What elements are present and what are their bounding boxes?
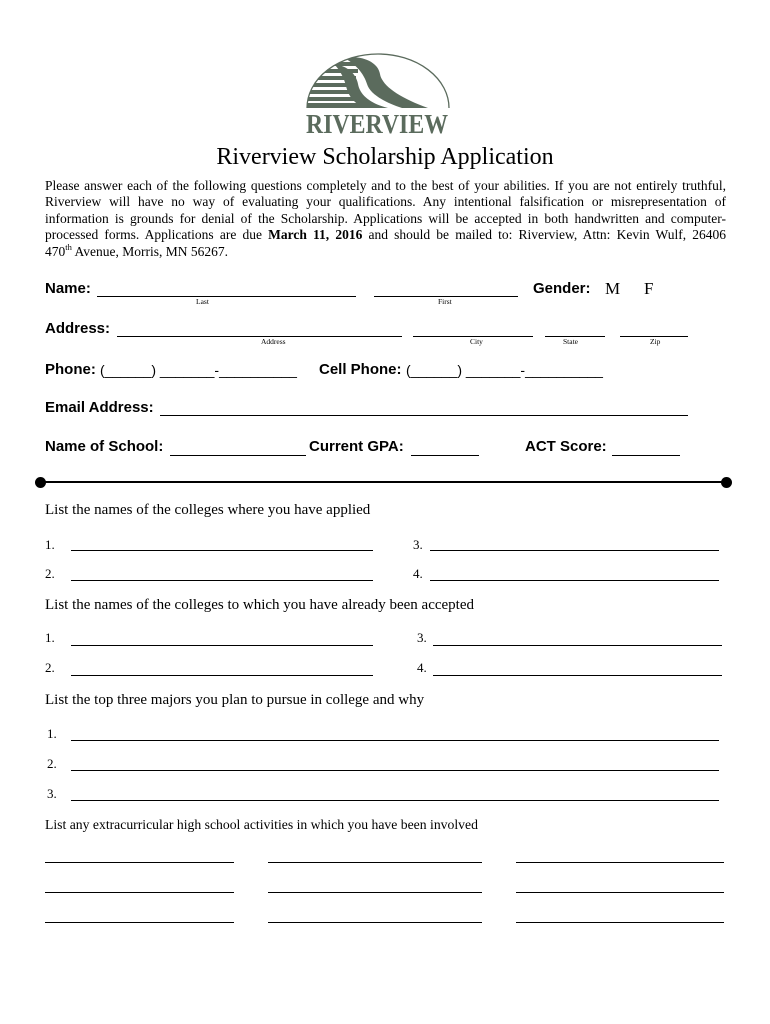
page-title: Riverview Scholarship Application [216, 144, 554, 170]
major-2-field[interactable] [71, 754, 719, 771]
accepted-college-4-field[interactable] [433, 659, 722, 676]
mailing-address-text: and should be mailed to: Riverview, Attn: Kevin Wulf, 26406 [362, 227, 726, 243]
last-name-caption: Last [196, 297, 209, 306]
colleges-applied-heading: List the names of the colleges where you have applied [45, 502, 371, 518]
name-label: Name: [45, 280, 91, 297]
accepted-college-2-field[interactable] [71, 659, 373, 676]
first-name-field[interactable] [374, 280, 518, 297]
email-label: Email Address: [45, 399, 154, 416]
list-number: 1. [45, 630, 55, 645]
applied-college-1-field[interactable] [71, 534, 373, 551]
section-divider [40, 481, 726, 483]
act-score-field[interactable] [612, 439, 680, 456]
activity-field[interactable] [516, 876, 724, 893]
email-field[interactable] [160, 399, 688, 416]
intro-line-5 [45, 241, 726, 260]
river-dome-icon [304, 57, 428, 108]
activity-field[interactable] [516, 906, 724, 923]
act-score-label: ACT Score: [525, 438, 607, 455]
riverview-logo [304, 52, 450, 139]
gender-label: Gender: [533, 280, 591, 297]
street-address-field[interactable] [117, 320, 402, 337]
divider-right-dot [721, 477, 732, 488]
intro-line-4 [45, 227, 726, 243]
activities-heading: List any extracurricular high school activities in which you have been involved [45, 817, 478, 832]
list-number: 3. [413, 537, 423, 552]
list-number: 4. [413, 566, 423, 581]
list-number: 3. [47, 786, 57, 801]
street-address-caption: Address [261, 337, 286, 346]
street-number: 470 [45, 243, 66, 259]
cell-phone-field[interactable]: (______) _______-__________ [406, 362, 603, 378]
list-number: 2. [45, 566, 55, 581]
activity-field[interactable] [45, 906, 234, 923]
deadline-date: March 11, 2016 [268, 227, 363, 243]
cell-phone-label: Cell Phone: [319, 361, 402, 378]
activity-field[interactable] [516, 846, 724, 863]
city-caption: City [470, 337, 483, 346]
major-1-field[interactable] [71, 724, 719, 741]
list-number: 2. [45, 660, 55, 675]
ordinal-suffix: th [65, 241, 72, 252]
logo-wordmark: RIVERVIEW [306, 109, 448, 139]
major-3-field[interactable] [71, 784, 719, 801]
list-number: 1. [45, 537, 55, 552]
first-name-caption: First [438, 297, 452, 306]
divider-left-dot [35, 477, 46, 488]
activity-field[interactable] [268, 906, 482, 923]
intro-line-2: Riverview will have no way of evaluating your qualifications. Any intentional falsification or misrepresentation of [45, 194, 726, 210]
applied-college-2-field[interactable] [71, 564, 373, 581]
city-field[interactable] [413, 320, 533, 337]
list-number: 3. [417, 630, 427, 645]
applied-college-4-field[interactable] [430, 564, 719, 581]
accepted-college-3-field[interactable] [433, 629, 722, 646]
intro-line-3: information is grounds for denial of the Scholarship. Applications will be accepted in both handwritten and computer- [45, 210, 726, 226]
intro-line-1: Please answer each of the following questions completely and to the best of your abilities. If you are not entirely truthful, [45, 178, 726, 193]
gpa-field[interactable] [411, 439, 479, 456]
zip-caption: Zip [650, 337, 661, 346]
phone-label: Phone: [45, 361, 96, 378]
gender-option-male[interactable]: M [605, 279, 621, 298]
colleges-accepted-heading: List the names of the colleges to which you have already been accepted [45, 597, 474, 613]
last-name-field[interactable] [97, 280, 356, 297]
state-field[interactable] [545, 320, 605, 337]
accepted-college-1-field[interactable] [71, 629, 373, 646]
applied-college-3-field[interactable] [430, 534, 719, 551]
school-name-label: Name of School: [45, 438, 164, 455]
street-address-text: Avenue, Morris, MN 56267. [71, 243, 228, 259]
activity-field[interactable] [45, 846, 234, 863]
gender-option-female[interactable]: F [644, 279, 654, 298]
zip-field[interactable] [620, 320, 688, 337]
list-number: 4. [417, 660, 427, 675]
school-name-field[interactable] [170, 439, 306, 456]
list-number: 1. [47, 726, 57, 741]
intro-text: processed forms. Applications are due [45, 227, 269, 243]
gpa-label: Current GPA: [309, 438, 404, 455]
list-number: 2. [47, 756, 57, 771]
activity-field[interactable] [268, 846, 482, 863]
address-label: Address: [45, 320, 111, 337]
activity-field[interactable] [268, 876, 482, 893]
phone-field[interactable]: (______) _______-__________ [100, 362, 297, 378]
activity-field[interactable] [45, 876, 234, 893]
state-caption: State [563, 337, 578, 346]
majors-heading: List the top three majors you plan to pursue in college and why [45, 692, 425, 708]
